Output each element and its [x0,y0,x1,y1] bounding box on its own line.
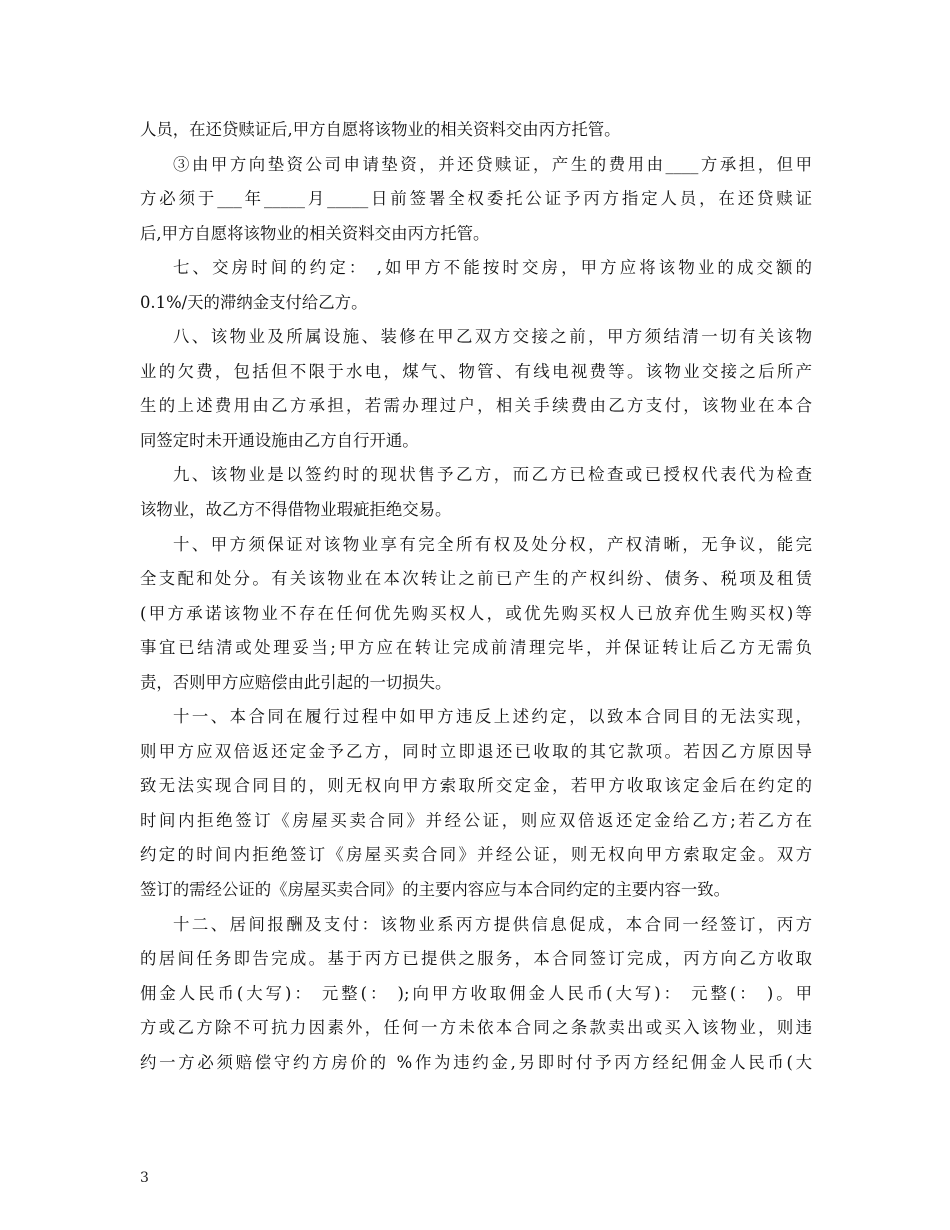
text-line: 十、甲方须保证对该物业享有完全所有权及处分权，产权清晰，无争议，能完 [173,534,812,554]
text-line: 同签定时未开通设施由乙方自行开通。 [140,430,419,450]
text-line: 致无法实现合同目的，则无权向甲方索取所交定金，若甲方收取该定金后在约定的 [140,776,812,796]
text-line: 生的上述费用由乙方承担，若需办理过户，相关手续费由乙方支付，该物业在本合 [140,396,812,416]
text-line: 业的欠费，包括但不限于水电，煤气、物管、有线电视费等。该物业交接之后所产 [140,361,812,381]
contract-text-body [140,113,812,1080]
text-line: 约一方必须赔偿守约方房价的 %作为违约金,另即时付予丙方经纪佣金人民币(大 [140,1052,812,1072]
text-line: 则甲方应双倍返还定金予乙方，同时立即退还已收取的其它款项。若因乙方原因导 [140,741,812,761]
text-line: 十一、本合同在履行过程中如甲方违反上述约定，以致本合同目的无法实现， [173,707,812,727]
text-line: ③由甲方向垫资公司申请垫资，并还贷赎证，产生的费用由____方承担，但甲 [173,154,812,174]
text-line: 签订的需经公证的《房屋买卖合同》的主要内容应与本合同约定的主要内容一致。 [140,880,731,900]
text-line: 七、交房时间的约定： ,如甲方不能按时交房，甲方应将该物业的成交额的 [173,258,812,278]
text-line: 人员，在还贷赎证后,甲方自愿将该物业的相关资料交由丙方托管。 [140,120,621,139]
text-line: 全支配和处分。有关该物业在本次转让之前已产生的产权纠纷、债务、税项及租赁 [140,569,812,589]
text-line: 责，否则甲方应赔偿由此引起的一切损失。 [140,672,452,692]
text-line: 八、该物业及所属设施、装修在甲乙双方交接之前，甲方须结清一切有关该物 [173,327,812,347]
text-line: 九、该物业是以签约时的现状售予乙方，而乙方已检查或已授权代表代为检查 [173,465,812,485]
text-line: 佣金人民币(大写)： 元整(： );向甲方收取佣金人民币(大写)： 元整(： )。甲 [140,983,812,1003]
text-line: 事宜已结清或处理妥当;甲方应在转让完成前清理完毕，并保证转让后乙方无需负 [140,638,812,658]
text-line: 0.1%/天的滞纳金支付给乙方。 [140,292,368,312]
text-line: (甲方承诺该物业不存在任何优先购买权人，或优先购买权人已放弃优生购买权)等 [140,603,812,623]
text-line: 时间内拒绝签订《房屋买卖合同》并经公证，则应双倍返还定金给乙方;若乙方在 [140,810,812,830]
text-line: 方必须于___年_____月_____日前签署全权委托公证予丙方指定人员，在还贷赎证 [140,189,812,209]
text-line: 该物业，故乙方不得借物业瑕疵拒绝交易。 [140,500,452,520]
page-number: 3 [140,1170,149,1186]
text-line: 后,甲方自愿将该物业的相关资料交由丙方托管。 [140,223,490,243]
text-line: 约定的时间内拒绝签订《房屋买卖合同》并经公证，则无权向甲方索取定金。双方 [140,845,812,865]
text-line: 的居间任务即告完成。基于丙方已提供之服务，本合同签订完成，丙方向乙方收取 [140,949,812,969]
text-line: 方或乙方除不可抗力因素外，任何一方未依本合同之条款卖出或买入该物业，则违 [140,1018,812,1038]
text-line: 十二、居间报酬及支付：该物业系丙方提供信息促成，本合同一经签订，丙方 [173,914,812,934]
